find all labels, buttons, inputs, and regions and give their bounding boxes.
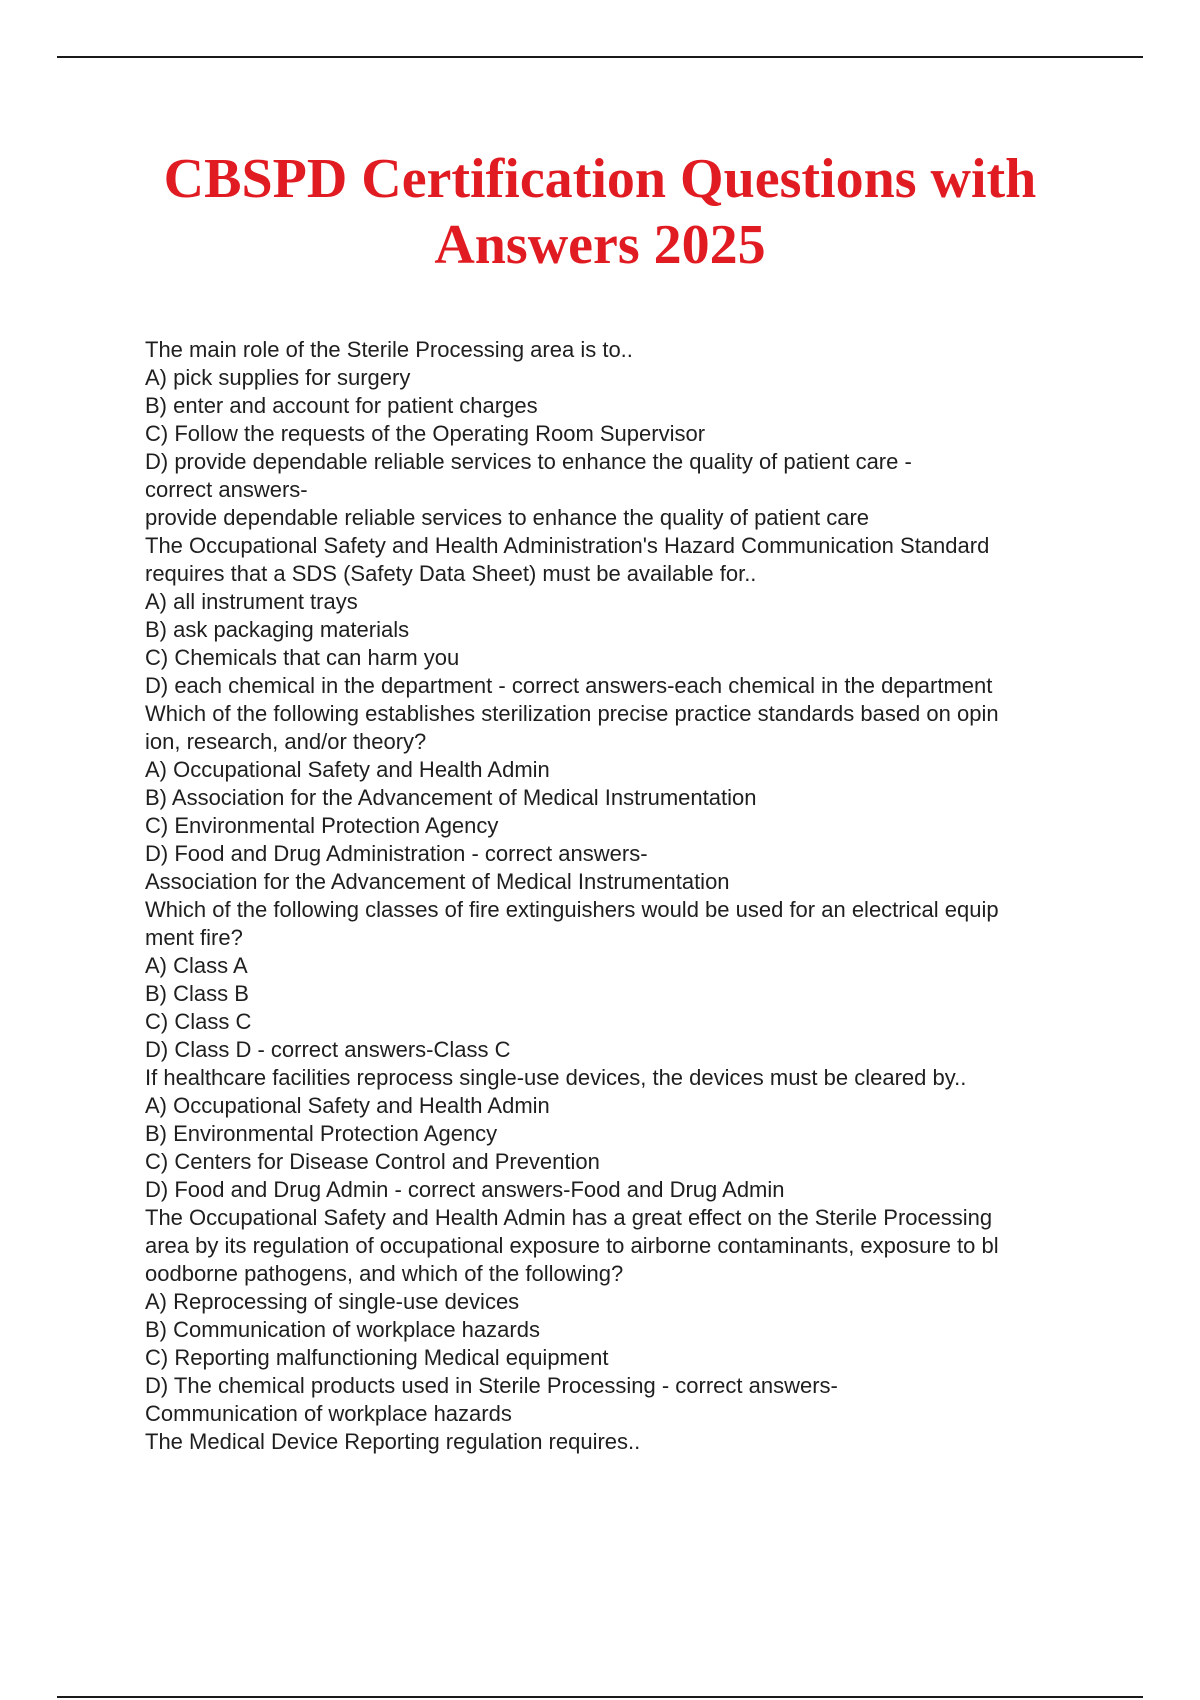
text-line: The Occupational Safety and Health Administration's Hazard Communication Standard (145, 533, 990, 558)
text-line: D) provide dependable reliable services to enhance the quality of patient care - (145, 449, 912, 474)
text-line: D) Class D - correct answers-Class C (145, 1037, 511, 1062)
question-list (145, 336, 1100, 1456)
document-title-line-1: CBSPD Certification Questions with (163, 148, 1037, 210)
text-line: The main role of the Sterile Processing area is to.. (145, 337, 633, 362)
text-line: C) Follow the requests of the Operating Room Supervisor (145, 421, 706, 446)
document-title-line-2: Answers 2025 (434, 214, 766, 276)
top-divider (57, 56, 1143, 58)
text-line: C) Centers for Disease Control and Prevention (145, 1149, 600, 1174)
text-line: If healthcare facilities reprocess single-use devices, the devices must be cleared by.. (145, 1065, 967, 1090)
text-line: B) Communication of workplace hazards (145, 1317, 540, 1342)
text-line: correct answers- (145, 477, 308, 502)
text-line: D) Food and Drug Admin - correct answers-Food and Drug Admin (145, 1177, 785, 1202)
document-title (0, 146, 1200, 278)
text-line: ion, research, and/or theory? (145, 729, 427, 754)
text-line: Which of the following classes of fire extinguishers would be used for an electrical equip (145, 897, 999, 922)
text-line: C) Chemicals that can harm you (145, 645, 460, 670)
text-line: oodborne pathogens, and which of the following? (145, 1261, 624, 1286)
text-line: ment fire? (145, 925, 243, 950)
text-line: A) Occupational Safety and Health Admin (145, 1093, 550, 1118)
text-line: provide dependable reliable services to enhance the quality of patient care (145, 505, 870, 530)
text-line: B) Environmental Protection Agency (145, 1121, 498, 1146)
text-line: area by its regulation of occupational exposure to airborne contaminants, exposure to bl (145, 1233, 999, 1258)
text-line: requires that a SDS (Safety Data Sheet) must be available for.. (145, 561, 757, 586)
text-line: Communication of workplace hazards (145, 1401, 512, 1426)
text-line: C) Class C (145, 1009, 252, 1034)
text-line: C) Reporting malfunctioning Medical equipment (145, 1345, 609, 1370)
text-line: D) The chemical products used in Sterile Processing - correct answers- (145, 1373, 838, 1398)
text-line: Association for the Advancement of Medical Instrumentation (145, 869, 730, 894)
text-line: B) enter and account for patient charges (145, 393, 538, 418)
text-line: A) Reprocessing of single-use devices (145, 1289, 520, 1314)
text-line: A) pick supplies for surgery (145, 365, 411, 390)
text-line: B) Class B (145, 981, 249, 1006)
text-line: Which of the following establishes sterilization precise practice standards based on opin (145, 701, 999, 726)
text-line: B) Association for the Advancement of Medical Instrumentation (145, 785, 757, 810)
text-line: A) all instrument trays (145, 589, 358, 614)
text-line: C) Environmental Protection Agency (145, 813, 499, 838)
text-line: The Medical Device Reporting regulation requires.. (145, 1429, 641, 1454)
text-line: A) Occupational Safety and Health Admin (145, 757, 550, 782)
text-line: D) Food and Drug Administration - correct answers- (145, 841, 648, 866)
bottom-divider (57, 1696, 1143, 1698)
text-line: B) ask packaging materials (145, 617, 410, 642)
text-line: A) Class A (145, 953, 248, 978)
text-line: D) each chemical in the department - correct answers-each chemical in the department (145, 673, 993, 698)
text-line: The Occupational Safety and Health Admin has a great effect on the Sterile Processing (145, 1205, 993, 1230)
